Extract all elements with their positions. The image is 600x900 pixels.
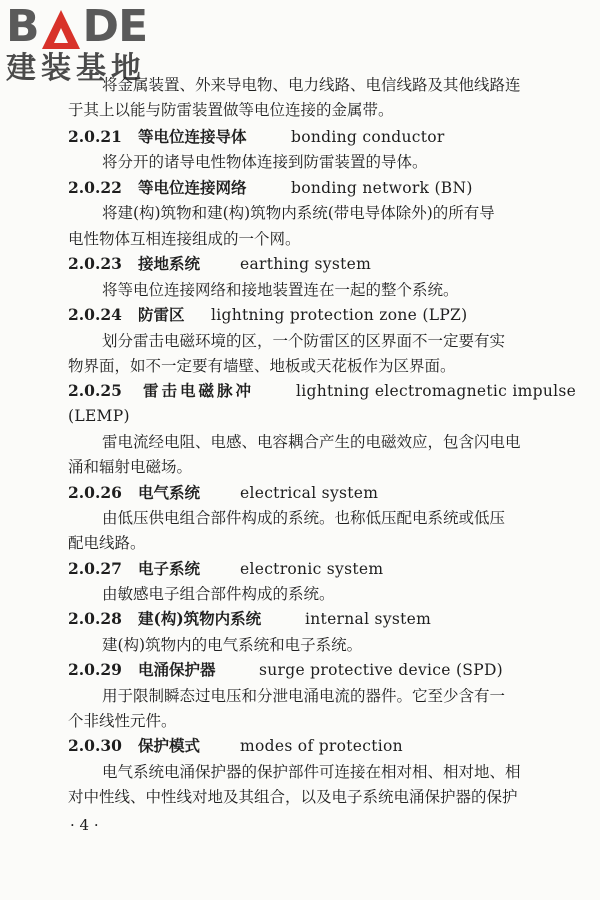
entry-desc-line: 物界面，如不一定要有墙壁、地板或天花板作为区界面。 bbox=[68, 357, 456, 375]
entry-desc-line: 由低压供电组合部件构成的系统。也称低压配电系统或低压 bbox=[102, 509, 506, 527]
entry-desc-line: 配电线路。 bbox=[68, 534, 146, 552]
entry-term-en: earthing system bbox=[240, 255, 372, 273]
entry-desc-line: 个非线性元件。 bbox=[68, 712, 177, 730]
entry-term-cn: 接地系统 bbox=[138, 254, 201, 273]
intro-line: 于其上以能与防雷装置做等电位连接的金属带。 bbox=[68, 101, 394, 119]
entry-desc-line: 将等电位连接网络和接地装置连在一起的整个系统。 bbox=[102, 281, 459, 299]
entry-term-en: lightning electromagnetic impulse bbox=[296, 382, 577, 400]
entry-number: 2.0.30 bbox=[68, 736, 122, 755]
entry-desc-line: 对中性线、中性线对地及其组合，以及电子系统电涌保护器的保护 bbox=[68, 788, 518, 806]
entry-term-cn: 电气系统 bbox=[138, 483, 201, 502]
entry-term-en: lightning protection zone (LPZ) bbox=[211, 306, 468, 324]
entry-term-cn: 电涌保护器 bbox=[138, 660, 216, 679]
entry-term-en: bonding network (BN) bbox=[291, 179, 473, 197]
entry-number: 2.0.24 bbox=[68, 305, 122, 324]
entry-number: 2.0.29 bbox=[68, 660, 122, 679]
entry-term-en: electrical system bbox=[240, 484, 379, 502]
logo-chinese-text: 建装基地 bbox=[6, 51, 146, 86]
entry-term-cn: 等电位连接导体 bbox=[138, 127, 247, 146]
entry-number: 2.0.26 bbox=[68, 483, 122, 502]
entry-desc-line: 用于限制瞬态过电压和分泄电涌电流的器件。它至少含有一 bbox=[102, 687, 506, 705]
entry-desc-line: 电性物体互相连接组成的一个网。 bbox=[68, 230, 301, 248]
entry-desc-line: 电气系统电涌保护器的保护部件可连接在相对相、相对地、相 bbox=[102, 763, 521, 781]
entry-term-en: modes of protection bbox=[240, 737, 403, 755]
logo-wordmark bbox=[6, 1, 176, 52]
entry-desc-line: 雷电流经电阻、电感、电容耦合产生的电磁效应，包含闪电电 bbox=[102, 433, 521, 451]
entry-term-en: bonding conductor bbox=[291, 128, 445, 146]
intro-line: 将金属装置、外来导电物、电力线路、电信线路及其他线路连 bbox=[102, 76, 521, 94]
entry-term-cn: 雷击电磁脉冲 bbox=[143, 381, 255, 400]
entry-term-cn: 保护模式 bbox=[138, 736, 201, 755]
logo-a-triangle-icon bbox=[41, 8, 81, 50]
logo-letter-b: B bbox=[6, 1, 39, 52]
entry-number: 2.0.22 bbox=[68, 178, 122, 197]
entry-term-cn: 建(构)筑物内系统 bbox=[138, 609, 262, 628]
entry-term-cn: 等电位连接网络 bbox=[138, 178, 247, 197]
entry-term-en-continued: (LEMP) bbox=[68, 407, 130, 425]
entry-term-cn: 电子系统 bbox=[138, 559, 201, 578]
entry-desc-line: 划分雷击电磁环境的区，一个防雷区的区界面不一定要有实 bbox=[102, 332, 506, 350]
entry-desc-line: 由敏感电子组合部件构成的系统。 bbox=[102, 585, 335, 603]
entry-number: 2.0.21 bbox=[68, 127, 122, 146]
entry-term-cn: 防雷区 bbox=[138, 305, 185, 324]
entry-desc-line: 建(构)筑物内的电气系统和电子系统。 bbox=[102, 636, 363, 654]
entry-number: 2.0.23 bbox=[68, 254, 122, 273]
entry-desc-line: 将分开的诸导电性物体连接到防雷装置的导体。 bbox=[102, 153, 428, 171]
entry-number: 2.0.28 bbox=[68, 609, 122, 628]
entry-term-en: surge protective device (SPD) bbox=[259, 661, 504, 679]
entry-term-en: internal system bbox=[305, 610, 432, 628]
entry-term-en: electronic system bbox=[240, 560, 384, 578]
entry-desc-line: 涌和辐射电磁场。 bbox=[68, 458, 193, 476]
entry-desc-line: 将建(构)筑物和建(构)筑物内系统(带电导体除外)的所有导 bbox=[102, 204, 495, 222]
page-number: · 4 · bbox=[70, 816, 99, 834]
entry-number: 2.0.27 bbox=[68, 559, 122, 578]
entry-number: 2.0.25 bbox=[68, 381, 122, 400]
logo-letters-de: DE bbox=[82, 1, 148, 52]
bade-logo bbox=[6, 1, 176, 86]
